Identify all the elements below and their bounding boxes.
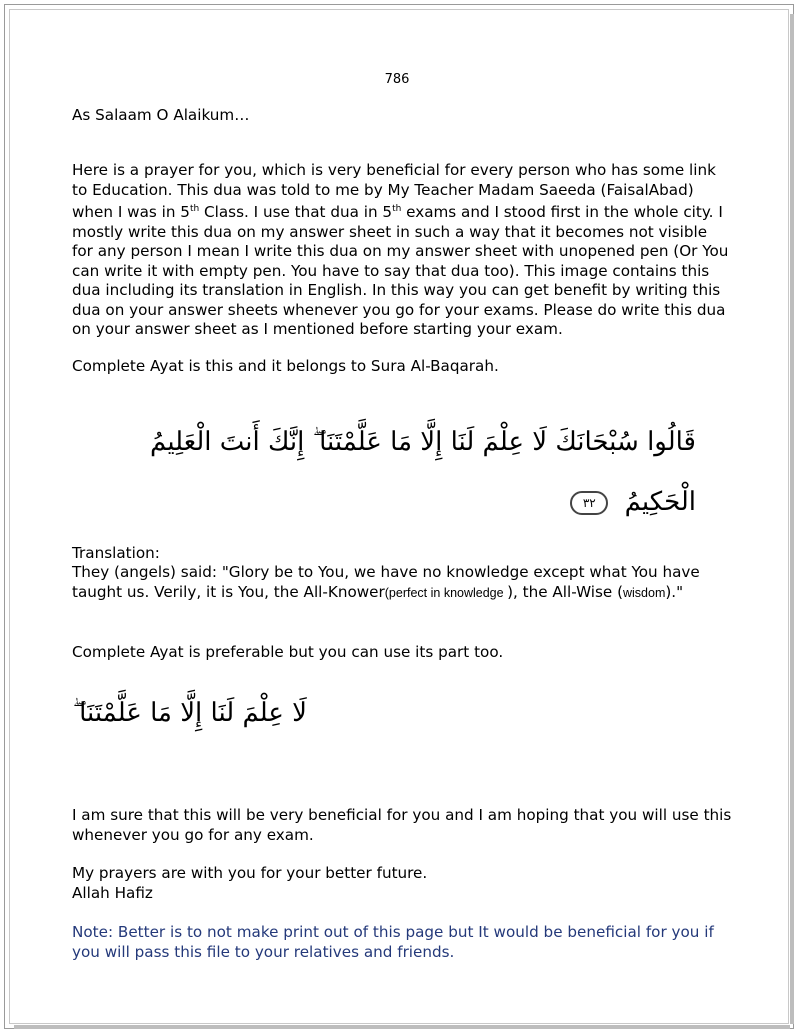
page-shadow-bottom [14, 1025, 790, 1029]
translation-label: Translation: [72, 544, 160, 562]
intro-text-3: exams and I stood first in the whole city. I mostly write this dua on my answer sheet in such a way that it becomes not visible for any person I mean I write this dua on my answer sheet with unopened pen (Or You can write it with empty pen. You have to say that dua too). This image contains this dua including its translation in English. In this way you can get benefit by writing this dua on your answer sheets whenever you go for your exams. Please do write this dua on your answer sheet as I mentioned before starting your exam. [72, 203, 729, 339]
arabic-verse-line-2-text: الْحَكِيمُ [624, 487, 696, 517]
intro-superscript-1: th [189, 204, 200, 214]
ayah-number-icon: ٣٢ [570, 491, 608, 515]
signoff: Allah Hafiz [72, 883, 153, 902]
translation-note-1: (perfect in knowledge [384, 585, 508, 600]
arabic-verse-full [86, 412, 696, 532]
prayers-line-1: My prayers are with you for your better future. [72, 864, 428, 882]
intro-text-2: Class. I use that dua in 5 [199, 203, 393, 222]
prayers [72, 864, 732, 903]
page-number: 786 [384, 72, 410, 87]
intro-superscript-2: th [392, 204, 402, 214]
arabic-verse-part: لَا عِلْمَ لَنَا إِلَّا مَا عَلَّمْتَنَا ۖ [72, 698, 307, 728]
page-shadow-right [790, 14, 794, 1024]
closing-paragraph: I am sure that this will be very beneficial for you and I am hoping that you will use this whenever you go for any exam. [72, 806, 732, 844]
arabic-verse-line-1: قَالُوا سُبْحَانَكَ لَا عِلْمَ لَنَا إِلَّا مَا عَلَّمْتَنَا ۖ إِنَّكَ أَنتَ الْعَلِيمُ [150, 427, 696, 457]
arabic-verse-line-2 [86, 472, 696, 532]
translation-part-3: )." [665, 582, 684, 601]
note: Note: Better is to not make print out of this page but It would be beneficial for you if you will pass this file to your relatives and friends. [72, 923, 714, 961]
intro-text-1: Here is a prayer for you, which is very beneficial for every person who has some link to Education. This dua was told to me by My Teacher Madam Saeeda (FaisalAbad) when I was in 5 [72, 161, 716, 222]
greeting: As Salaam O Alaikum… [72, 106, 250, 124]
translation-part-2: ), the All-Wise ( [507, 582, 623, 601]
translation-note-2: wisdom [623, 585, 666, 600]
translation-part-1: They (angels) said: "Glory be to You, we have no knowledge except what You have taught us. Verily, it is You, the All-Knower [72, 563, 700, 601]
preferable-note: Complete Ayat is preferable but you can use its part too. [72, 643, 504, 661]
ayat-intro: Complete Ayat is this and it belongs to Sura Al-Baqarah. [72, 357, 499, 375]
translation-text [72, 563, 732, 603]
intro-paragraph [72, 161, 732, 340]
